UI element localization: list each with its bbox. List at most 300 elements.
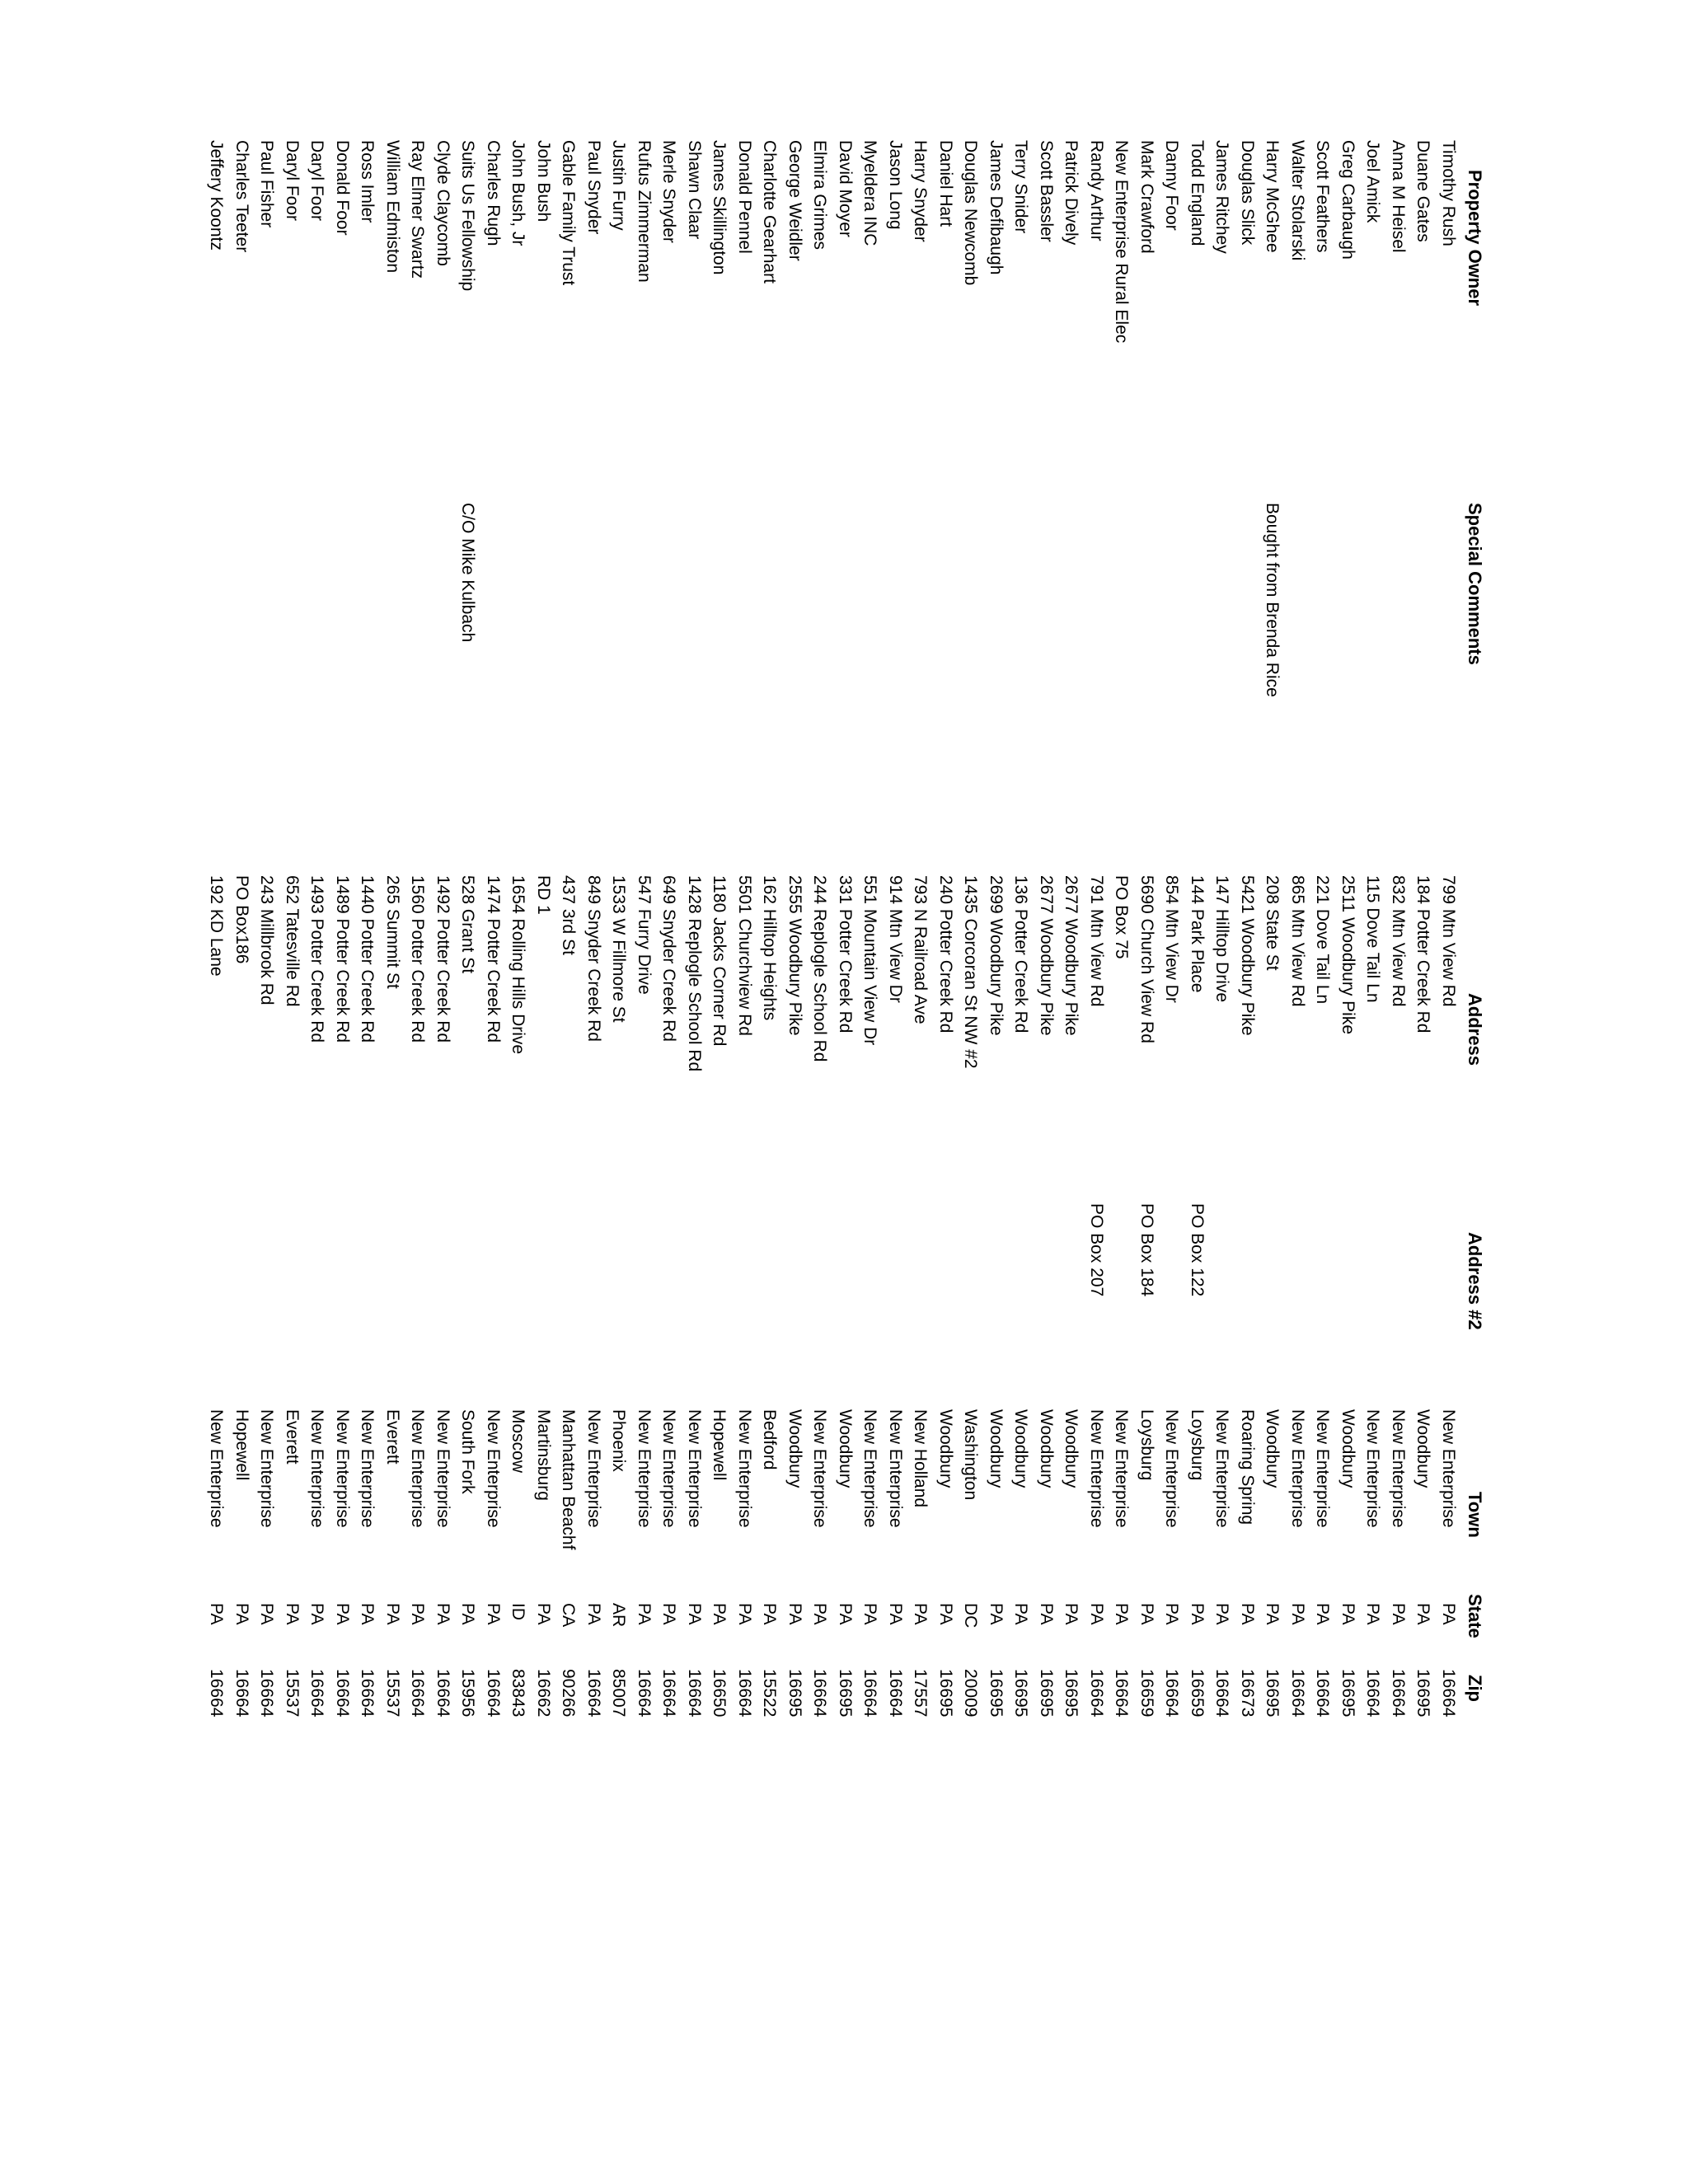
owner-cell: Clyde Claycomb [434,140,452,266]
table-row [330,140,355,2036]
address-cell: 849 Snyder Creek Rd [584,875,603,1042]
town-cell: Loysburg [1137,1409,1156,1481]
town-cell: South Fork [458,1409,478,1494]
property-owner-table [208,140,1485,2036]
table-row [229,140,255,2036]
address-cell: 144 Park Place [1188,875,1207,993]
town-cell: Roaring Spring [1238,1409,1257,1526]
header-town: Town [1465,1492,1485,1538]
table-row [481,140,506,2036]
owner-cell: Rufus Zimmerman [635,140,654,283]
town-cell: New Enterprise [810,1409,830,1528]
owner-cell: Danny Foor [1162,140,1182,231]
zip-cell: 16695 [936,1669,955,1718]
owner-cell: Justin Furry [609,140,629,231]
table-row [1285,140,1311,2036]
zip-cell: 16695 [1011,1669,1031,1718]
zip-cell: 15537 [283,1669,302,1718]
address-cell: 331 Potter Creek Rd [836,875,855,1033]
zip-cell: 16662 [534,1669,553,1718]
town-cell: New Enterprise [685,1409,704,1528]
owner-cell: Elmira Grimes [810,140,830,251]
town-cell: New Enterprise [1313,1409,1333,1528]
state-cell: CA [559,1603,579,1628]
table-row [1436,140,1461,2036]
town-cell: New Enterprise [1112,1409,1132,1528]
address-cell: 240 Potter Creek Rd [936,875,955,1033]
owner-cell: George Weidler [785,140,804,261]
town-cell: Woodbury [1037,1409,1056,1488]
zip-cell: 16664 [810,1669,830,1718]
table-row [631,140,657,2036]
zip-cell: 16664 [886,1669,905,1718]
address-cell: 2555 Woodbury Pike [785,875,804,1036]
table-row [304,140,330,2036]
state-cell: PA [685,1603,704,1625]
state-cell: PA [1414,1603,1433,1625]
town-cell: New Enterprise [307,1409,327,1528]
owner-cell: James Defibaugh [987,140,1006,275]
state-cell: PA [659,1603,679,1625]
address-cell: 1435 Corcoran St NW #2 [961,875,981,1069]
owner-cell: Todd England [1188,140,1207,246]
town-cell: Bedford [760,1409,780,1470]
zip-cell: 16664 [1389,1669,1408,1718]
zip-cell: 16664 [685,1669,704,1718]
town-cell: Woodbury [1062,1409,1081,1488]
zip-cell: 85007 [609,1669,629,1718]
table-row [832,140,858,2036]
owner-cell: Walter Stolarski [1288,140,1307,261]
town-cell: New Enterprise [1087,1409,1106,1528]
town-cell: Moscow [509,1409,528,1474]
zip-cell: 17557 [911,1669,931,1718]
town-cell: Woodbury [1011,1409,1031,1488]
table-row [405,140,430,2036]
zip-cell: 16664 [1162,1669,1182,1718]
table-row [732,140,757,2036]
address-cell: 192 KD Lane [207,875,227,977]
table-row [1058,140,1084,2036]
town-cell: Woodbury [785,1409,804,1488]
table-body [204,140,1461,2036]
owner-cell: Terry Snider [1011,140,1031,234]
address-cell: 793 N Railroad Ave [911,875,931,1024]
table-row [682,140,707,2036]
table-row [1386,140,1411,2036]
zip-cell: 16664 [1363,1669,1383,1718]
owner-cell: Charles Teeter [232,140,251,253]
table-row [1235,140,1260,2036]
zip-cell: 16664 [860,1669,880,1718]
header-zip: Zip [1465,1675,1485,1702]
zip-cell: 16664 [257,1669,277,1718]
table-row [1259,140,1285,2036]
address-2-cell: PO Box 184 [1137,1203,1156,1297]
table-row [1360,140,1386,2036]
table-row [1109,140,1134,2036]
state-cell: PA [1263,1603,1282,1625]
zip-cell: 16664 [408,1669,428,1718]
owner-cell: Charlotte Gearhart [760,140,780,284]
address-cell: 437 3rd St [559,875,579,955]
town-cell: New Enterprise [1389,1409,1408,1528]
table-row [958,140,983,2036]
table-header-row [1461,140,1485,2036]
state-cell: PA [1389,1603,1408,1625]
owner-cell: Randy Arthur [1087,140,1106,241]
zip-cell: 16664 [484,1669,503,1718]
table-row [1084,140,1109,2036]
owner-cell: Gable Family Trust [559,140,579,286]
town-cell: New Enterprise [659,1409,679,1528]
town-cell: New Enterprise [584,1409,603,1528]
table-row [857,140,883,2036]
table-row [254,140,279,2036]
owner-cell: Harry McGhee [1263,140,1282,253]
zip-cell: 16664 [333,1669,352,1718]
table-row [782,140,808,2036]
state-cell: PA [358,1603,377,1625]
town-cell: Hopewell [710,1409,729,1481]
owner-cell: Timothy Rush [1439,140,1458,246]
owner-cell: Shawn Claar [685,140,704,240]
address-cell: 2677 Woodbury Pike [1062,875,1081,1036]
address-cell: 5501 Churchview Rd [735,875,754,1036]
town-cell: New Enterprise [1162,1409,1182,1528]
comment-cell: Bought from Brenda Rice [1263,503,1282,697]
table-row [1310,140,1335,2036]
zip-cell: 16673 [1238,1669,1257,1718]
state-cell: DC [961,1603,981,1629]
owner-cell: James Ritchey [1212,140,1232,254]
owner-cell: Suits Us Fellowship [458,140,478,292]
owner-cell: Jeffery Koontz [207,140,227,251]
town-cell: New Enterprise [1363,1409,1383,1528]
table-row [1209,140,1235,2036]
state-cell: PA [1037,1603,1056,1625]
zip-cell: 16695 [836,1669,855,1718]
state-cell: PA [257,1603,277,1625]
zip-cell: 16664 [1087,1669,1106,1718]
owner-cell: Mark Crawford [1137,140,1156,254]
state-cell: PA [1062,1603,1081,1625]
town-cell: Woodbury [836,1409,855,1488]
table-row [556,140,581,2036]
header-property-owner: Property Owner [1465,170,1485,307]
town-cell: Phoenix [609,1409,629,1472]
state-cell: PA [911,1603,931,1625]
state-cell: PA [1313,1603,1333,1625]
zip-cell: 16664 [1313,1669,1333,1718]
state-cell: PA [1288,1603,1307,1625]
address-cell: 1440 Potter Creek Rd [358,875,377,1043]
town-cell: Loysburg [1188,1409,1207,1481]
state-cell: PA [207,1603,227,1625]
address-cell: 649 Snyder Creek Rd [659,875,679,1042]
town-cell: Washington [961,1409,981,1501]
header-special-comments: Special Comments [1465,503,1485,665]
address-cell: 244 Replogle School Rd [810,875,830,1062]
state-cell: AR [609,1603,629,1628]
table-row [706,140,732,2036]
zip-cell: 16664 [434,1669,452,1718]
town-cell: Martinsburg [534,1409,553,1501]
address-cell: 5690 Church View Rd [1137,875,1156,1043]
address-cell: 1489 Potter Creek Rd [333,875,352,1043]
zip-cell: 16664 [232,1669,251,1718]
zip-cell: 90266 [559,1669,579,1718]
header-address-2: Address #2 [1465,1232,1485,1330]
state-cell: PA [484,1603,503,1625]
state-cell: PA [810,1603,830,1625]
state-cell: PA [1011,1603,1031,1625]
address-cell: 2511 Woodbury Pike [1339,875,1357,1035]
owner-cell: Harry Snyder [911,140,931,242]
table-row [933,140,959,2036]
owner-cell: Daniel Hart [936,140,955,227]
table-row [606,140,631,2036]
owner-cell: Donald Foor [333,140,352,236]
town-cell: New Holland [911,1409,931,1508]
state-cell: PA [860,1603,880,1625]
address-cell: 652 Tatesville Rd [283,875,302,1007]
town-cell: Woodbury [1263,1409,1282,1488]
address-cell: 184 Potter Creek Rd [1414,875,1433,1033]
table-row [354,140,380,2036]
table-row [430,140,456,2036]
town-cell: Woodbury [1339,1409,1357,1488]
owner-cell: Merle Snyder [659,140,679,243]
town-cell: Woodbury [987,1409,1006,1488]
zip-cell: 16695 [1414,1669,1433,1718]
zip-cell: 83843 [509,1669,528,1718]
owner-cell: John Bush, Jr [509,140,528,246]
owner-cell: Scott Feathers [1313,140,1333,253]
state-cell: PA [1238,1603,1257,1625]
owner-cell: Daryl Foor [283,140,302,222]
table-row [757,140,782,2036]
owner-cell: Douglas Slick [1238,140,1257,246]
table-row [505,140,531,2036]
owner-cell: John Bush [534,140,553,223]
address-cell: 1560 Potter Creek Rd [408,875,428,1043]
zip-cell: 16664 [735,1669,754,1718]
town-cell: New Enterprise [434,1409,452,1528]
town-cell: Everett [383,1409,402,1465]
state-cell: ID [509,1603,528,1620]
town-cell: New Enterprise [1439,1409,1458,1528]
zip-cell: 16695 [1062,1669,1081,1718]
address-cell: 528 Grant St [458,875,478,974]
owner-cell: New Enterprise Rural Elec [1112,140,1132,344]
town-cell: Everett [283,1409,302,1465]
town-cell: New Enterprise [257,1409,277,1528]
address-cell: 799 Mtn View Rd [1439,875,1458,1007]
address-cell: 1492 Potter Creek Rd [434,875,452,1043]
town-cell: New Enterprise [207,1409,227,1528]
owner-cell: Ross Imler [358,140,377,223]
state-cell: PA [1439,1603,1458,1625]
table-row [380,140,406,2036]
owner-cell: Douglas Newcomb [961,140,981,286]
town-cell: New Enterprise [635,1409,654,1528]
table-row [204,140,229,2036]
state-cell: PA [232,1603,251,1625]
address-2-cell: PO Box 207 [1087,1203,1106,1297]
table-row [1335,140,1361,2036]
town-cell: New Enterprise [1212,1409,1232,1528]
zip-cell: 20009 [961,1669,981,1718]
address-cell: 221 Dove Tail Ln [1313,875,1333,1005]
town-cell: Manhattan Beachf [559,1409,579,1550]
state-cell: PA [383,1603,402,1625]
state-cell: PA [785,1603,804,1625]
zip-cell: 16659 [1188,1669,1207,1718]
owner-cell: Myeldera INC [860,140,880,246]
header-state: State [1465,1594,1485,1638]
owner-cell: Ray Elmer Swartz [408,140,428,279]
state-cell: PA [307,1603,327,1625]
state-cell: PA [936,1603,955,1625]
town-cell: New Enterprise [735,1409,754,1528]
address-cell: 147 Hilltop Drive [1212,875,1232,1003]
owner-cell: William Edmiston [383,140,402,274]
address-cell: 832 Mtn View Rd [1389,875,1408,1007]
town-cell: New Enterprise [484,1409,503,1528]
zip-cell: 16664 [207,1669,227,1718]
state-cell: PA [1137,1603,1156,1625]
owner-cell: Greg Carbaugh [1339,140,1357,260]
zip-cell: 16664 [358,1669,377,1718]
zip-cell: 16664 [1212,1669,1232,1718]
address-cell: 1533 W Fillmore St [609,875,629,1023]
state-cell: PA [333,1603,352,1625]
state-cell: PA [458,1603,478,1625]
address-cell: 243 Millbrook Rd [257,875,277,1005]
zip-cell: 16664 [659,1669,679,1718]
owner-cell: Daryl Foor [307,140,327,222]
owner-cell: Duane Gates [1414,140,1433,242]
table-row [455,140,481,2036]
zip-cell: 16695 [785,1669,804,1718]
zip-cell: 16664 [635,1669,654,1718]
address-cell: 1428 Replogle School Rd [685,875,704,1072]
address-cell: PO Box 75 [1112,875,1132,959]
state-cell: PA [534,1603,553,1625]
address-cell: 547 Furry Drive [635,875,654,995]
zip-cell: 16664 [1439,1669,1458,1718]
address-cell: 265 Summit St [383,875,402,989]
address-cell: 2677 Woodbury Pike [1037,875,1056,1036]
address-cell: 865 Mtn View Rd [1288,875,1307,1007]
state-cell: PA [1087,1603,1106,1625]
owner-cell: Jason Long [886,140,905,230]
table-row [1034,140,1059,2036]
owner-cell: Charles Rugh [484,140,503,246]
zip-cell: 16695 [1339,1669,1357,1718]
table-row [581,140,607,2036]
table-row [279,140,305,2036]
owner-cell: Joel Amick [1363,140,1383,223]
address-cell: 914 Mtn View Dr [886,875,905,1003]
comment-cell: C/O Mike Kulbach [458,503,478,643]
zip-cell: 16664 [307,1669,327,1718]
state-cell: PA [1162,1603,1182,1625]
state-cell: PA [1188,1603,1207,1625]
address-cell: 2699 Woodbury Pike [987,875,1006,1036]
address-cell: PO Box186 [232,875,251,964]
address-cell: 1654 Rolling Hills Drive [509,875,528,1055]
town-cell: New Enterprise [408,1409,428,1528]
table-row [531,140,556,2036]
owner-cell: Paul Fisher [257,140,277,228]
state-cell: PA [836,1603,855,1625]
state-cell: PA [1339,1603,1357,1625]
address-cell: 136 Potter Creek Rd [1011,875,1031,1033]
owner-cell: Donald Pennel [735,140,754,254]
town-cell: Hopewell [232,1409,251,1481]
table-row [807,140,832,2036]
address-cell: 162 Hilltop Heights [760,875,780,1021]
zip-cell: 15956 [458,1669,478,1718]
address-cell: 791 Mtn View Rd [1087,875,1106,1007]
zip-cell: 16664 [1112,1669,1132,1718]
state-cell: PA [886,1603,905,1625]
owner-cell: Scott Bassler [1037,140,1056,242]
zip-cell: 15522 [760,1669,780,1718]
header-address: Address [1465,993,1485,1066]
state-cell: PA [283,1603,302,1625]
state-cell: PA [584,1603,603,1625]
town-cell: New Enterprise [1288,1409,1307,1528]
address-cell: 551 Mountain View Dr [860,875,880,1046]
state-cell: PA [760,1603,780,1625]
zip-cell: 16695 [1037,1669,1056,1718]
address-cell: RD 1 [534,875,553,915]
zip-cell: 16664 [1288,1669,1307,1718]
address-cell: 208 State St [1263,875,1282,971]
table-row [656,140,682,2036]
town-cell: Woodbury [936,1409,955,1488]
town-cell: New Enterprise [333,1409,352,1528]
table-row [1134,140,1160,2036]
table-row [983,140,1009,2036]
owner-cell: Anna M Heisel [1389,140,1408,253]
table-row [883,140,908,2036]
address-cell: 1474 Potter Creek Rd [484,875,503,1043]
state-cell: PA [1112,1603,1132,1625]
zip-cell: 16659 [1137,1669,1156,1718]
town-cell: New Enterprise [358,1409,377,1528]
state-cell: PA [434,1603,452,1625]
state-cell: PA [1363,1603,1383,1625]
owner-cell: Paul Snyder [584,140,603,235]
address-cell: 1180 Jacks Corner Rd [710,875,729,1047]
address-cell: 1493 Potter Creek Rd [307,875,327,1043]
address-2-cell: PO Box 122 [1188,1203,1207,1297]
table-row [1159,140,1184,2036]
state-cell: PA [710,1603,729,1625]
zip-cell: 16695 [1263,1669,1282,1718]
town-cell: New Enterprise [860,1409,880,1528]
owner-cell: Patrick Dively [1062,140,1081,246]
address-cell: 854 Mtn View Dr [1162,875,1182,1003]
state-cell: PA [1212,1603,1232,1625]
zip-cell: 15537 [383,1669,402,1718]
state-cell: PA [635,1603,654,1625]
owner-cell: James Skillington [710,140,729,275]
